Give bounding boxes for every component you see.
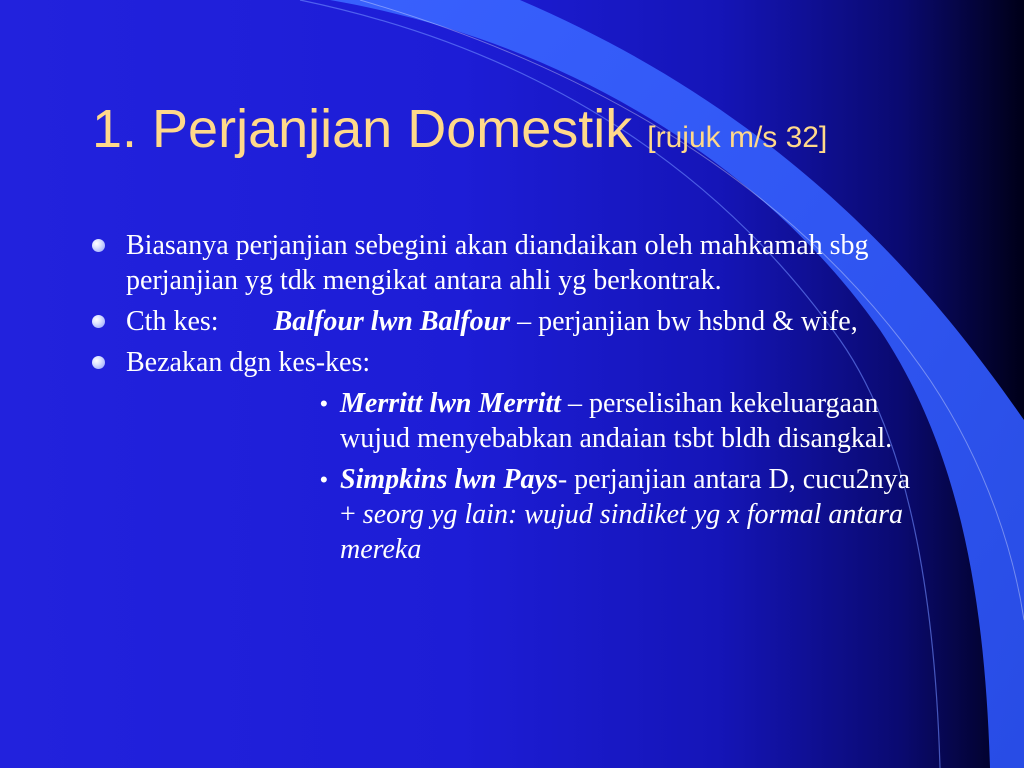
bullet-dot-icon: [92, 315, 105, 328]
slide-body: [88, 228, 938, 573]
sub-bullet-list: [318, 386, 918, 567]
sub-bullet-marker: •: [320, 391, 328, 416]
title-main: 1. Perjanjian Domestik: [92, 99, 633, 159]
bullet-item: [88, 228, 938, 298]
bullet-text: Biasanya perjanjian sebegini akan diandaikan oleh mahkamah sbg perjanjian yg tdk mengikat antara ahli yg berkontrak.: [126, 230, 869, 296]
bullet-item: [88, 345, 938, 380]
sub-bullet-text: - perjanjian antara D, cucu2nya +: [340, 464, 911, 530]
sub-bullet-item: [318, 386, 918, 456]
bullet-text: – perjanjian bw hsbnd & wife,: [510, 306, 858, 337]
bullet-prefix: Cth kes:: [126, 306, 219, 337]
bullet-dot-icon: [92, 239, 105, 252]
bullet-dot-icon: [92, 356, 105, 369]
title-reference: [rujuk m/s 32]: [647, 121, 828, 154]
case-name: Merritt lwn Merritt: [340, 388, 561, 419]
sub-bullet-marker: •: [320, 467, 328, 492]
case-name: Balfour lwn Balfour: [273, 306, 511, 337]
sub-bullet-text: – perselisihan kekeluargaan wujud menyebabkan andaian tsbt bldh disangkal.: [340, 388, 893, 454]
sub-bullet-item: [318, 462, 918, 567]
bullet-text: Bezakan dgn kes-kes:: [126, 347, 371, 378]
slide-title: [92, 100, 827, 159]
sub-bullet-italic-text: seorg yg lain: wujud sindiket yg x formal antara mereka: [340, 499, 904, 565]
bullet-item: [88, 304, 938, 339]
case-name: Simpkins lwn Pays: [340, 464, 558, 495]
